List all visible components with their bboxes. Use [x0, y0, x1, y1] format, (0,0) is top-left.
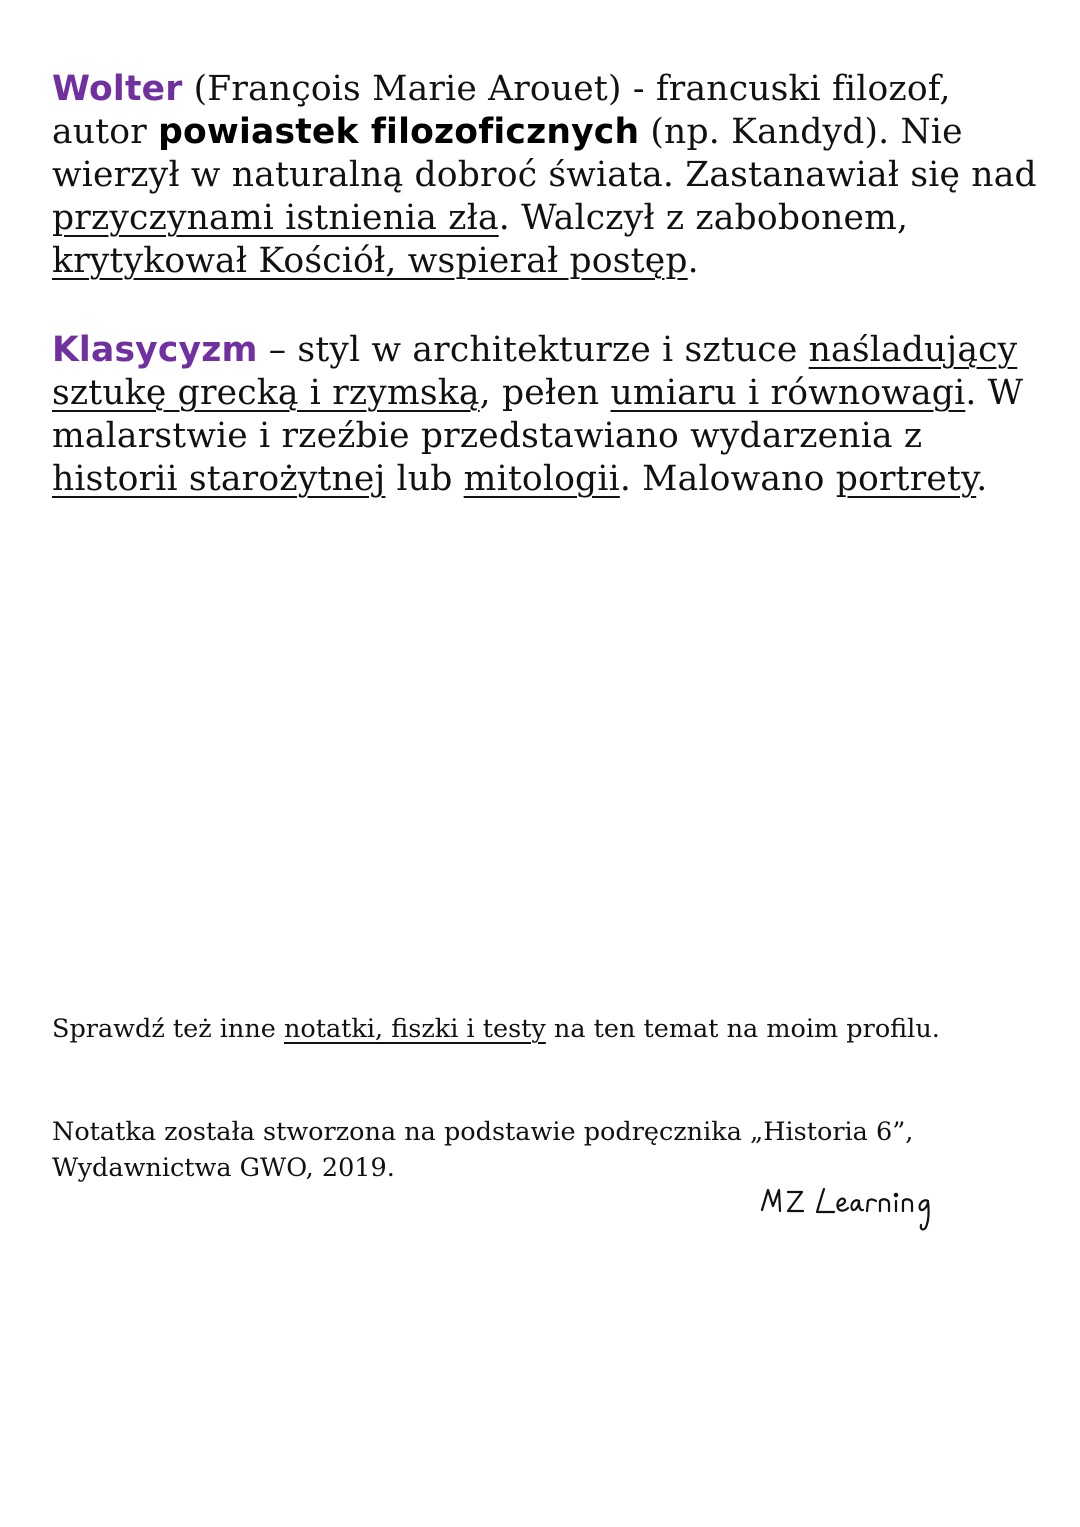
klasycyzm-underline-2: umiaru i równowagi [610, 373, 966, 413]
signature-logo [758, 1184, 968, 1240]
wolter-underline-1: przyczynami istnienia zła [52, 198, 499, 238]
profile-promo-text-1: Sprawdź też inne [52, 1014, 284, 1044]
wolter-underline-2: krytykował Kościół, wspierał postęp [52, 241, 688, 281]
klasycyzm-paragraph [52, 329, 1052, 501]
klasycyzm-term: Klasycyzm [52, 330, 258, 370]
klasycyzm-text-6: . [976, 459, 988, 499]
klasycyzm-underline-4: mitologii [463, 459, 620, 499]
klasycyzm-text-4: lub [385, 459, 464, 499]
wolter-text-2: (np. Kandyd). Nie wierzył w naturalną dobroć świata. Zastanawiał się nad [52, 112, 1037, 195]
source-note-line-2: Wydawnictwa GWO, 2019. [52, 1153, 395, 1183]
wolter-text-1: (François Marie Arouet) - francuski filozof, autor [52, 69, 951, 152]
wolter-term: Wolter [52, 69, 183, 109]
profile-promo-line [52, 1011, 1052, 1047]
profile-promo-link[interactable]: notatki, fiszki i testy [283, 1014, 546, 1044]
klasycyzm-underline-3: historii starożytnej [52, 459, 386, 499]
klasycyzm-underline-5: portrety [835, 459, 977, 499]
klasycyzm-text-5: . Malowano [619, 459, 836, 499]
wolter-text-4: . [687, 241, 699, 281]
klasycyzm-text-2: , pełen [479, 373, 611, 413]
wolter-bold-term: powiastek filozoficznych [158, 112, 640, 152]
wolter-text-3: . Walczył z zabobonem, [498, 198, 909, 238]
profile-promo-text-2: na ten temat na moim profilu. [545, 1014, 940, 1044]
klasycyzm-text-1: – styl w architekturze i sztuce [257, 330, 809, 370]
klasycyzm-text-3: . W malarstwie i rzeźbie przedstawiano wydarzenia z [52, 373, 1024, 456]
klasycyzm-underline-1: naśladujący sztukę grecką i rzymską [52, 330, 1018, 413]
source-note-line-1: Notatka została stworzona na podstawie podręcznika „Historia 6”, [52, 1117, 914, 1147]
wolter-paragraph [52, 68, 1052, 283]
source-note [52, 1114, 1052, 1186]
